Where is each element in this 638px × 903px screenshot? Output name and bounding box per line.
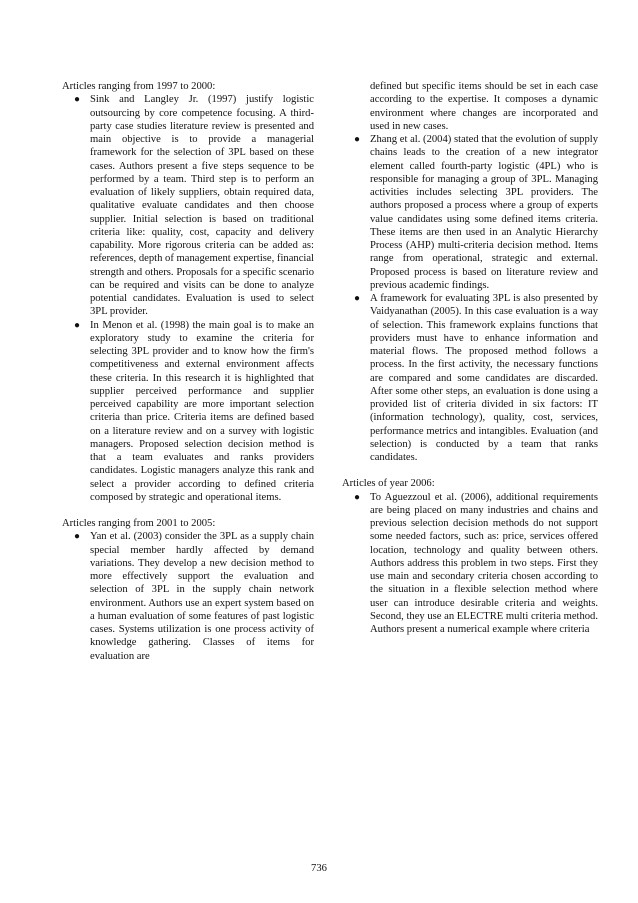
- bullet-icon: ●: [354, 134, 361, 145]
- bullet-list-1997-2000: [62, 93, 314, 504]
- page-number: 736: [311, 863, 327, 874]
- section-heading-1997-2000: Articles ranging from 1997 to 2000:: [62, 81, 216, 92]
- list-item-yan: [74, 530, 314, 663]
- continued-paragraph: defined but specific items should be set in each case according to the expertise. It composes a dynamic environment where changes are incorporated and used in new cases.: [370, 81, 598, 132]
- bullet-icon: ●: [74, 94, 81, 106]
- section-heading-2006: Articles of year 2006:: [342, 478, 435, 490]
- bullet-list-2006: [342, 491, 598, 637]
- bullet-list-2001-2005: [62, 530, 314, 663]
- paragraph-text: Sink and Langley Jr. (1997) justify logistic outsourcing by core competence focusing. A third-party case studies literature review is presented and main objective is to provide a managerial framework for the selection of 3PL based on these cases. Authors present a five steps sequence to be performed by a team. Third step is to perform an evaluation of likely suppliers, obtain required data, qualitative evaluate candidates and then choose supplier. Initial selection is based on traditional criteria like: quality, cost, capacity and delivery capability. More rigorous criteria can be added as: references, depth of management expertise, financial strength and others. Proposals for a specific scenario can be required and visits can be done to analyze potential candidates. Evaluation is used to select 3PL provider.: [90, 94, 314, 318]
- paragraph-text: To Aguezzoul et al. (2006), additional requirements are being placed on many industries and chains and previous selection decision methods do not support some needed factors, such as: price, services offered location, technology and quality between others. Authors address this problem in two steps. First they use main and secondary criteria chosen according to the situation in a flexible selection method where user can introduce desirable criteria and weights. Second, they use an ELECTRE multi criteria method. Authors present a numerical example where criteria: [370, 491, 599, 635]
- paragraph-text: In Menon et al. (1998) the main goal is to make an exploratory study to examine the criteria for selecting 3PL provider and to know how the firm's competitiveness and external environment affects these criteria. In this research it is highlighted that supplier perceived performance and supplier perceived capability are more important selection criteria than price. Criteria items are defined based on a literature review and on a survey with logistic managers. Proposed selection decision method is that a team evaluates and ranks providers candidates. Logistic managers analyze this rank and select a provider according to defined criteria composed by strategic and operational items.: [90, 319, 314, 503]
- right-column: [342, 80, 598, 636]
- bullet-icon: ●: [74, 531, 81, 543]
- paragraph-text: Yan et al. (2003) consider the 3PL as a supply chain special member hardly affected by demand variations. They develop a new decision method to more effectively support the evaluation and selection of 3PL in the supply chain network environment. Authors use an expert system based on a human evaluation of some features of past logistic cases. Systems utilization is one process activity of knowledge gathering. Classes of items for evaluation are: [90, 531, 314, 662]
- list-item-aguezzoul: [354, 491, 599, 637]
- paragraph-text: A framework for evaluating 3PL is also presented by Vaidyanathan (2005). In this case evaluation is a way of selection. This framework explains functions that providers must have to enhance information and material flows. The proposed method follows a process. In the first activity, the necessary functions are compared and some candidates are discarded. After some other steps, an evaluation is done using a provided list of criteria divided in six factors: IT (information technology), quality, cost, services, performance metrics and intangibles. Evaluation (and selection) is conducted by a team that ranks candidates.: [370, 293, 598, 463]
- bullet-icon: ●: [354, 491, 361, 503]
- list-item-vaidyanathan: [354, 292, 598, 464]
- list-item-menon: [74, 319, 314, 505]
- section-heading-2001-2005: Articles ranging from 2001 to 2005:: [62, 518, 216, 529]
- bullet-icon: ●: [74, 319, 81, 331]
- list-item-zhang: [354, 133, 598, 292]
- paragraph-text: Zhang et al. (2004) stated that the evolution of supply chains leads to the creation of a new integrator element called fourth-party logistic (4PL) who is responsible for managing a group of 3PL. Managing activities includes selecting 3PL providers. The authors proposed a process where a group of experts value candidates using some defined items criteria. These items are then used in an Analytic Hierarchy Process (AHP) multi-criteria decision method. Items range from operational, strategic and external. Proposed process is based on literature review and previous academic findings.: [370, 134, 598, 291]
- bullet-list-continued: [342, 80, 598, 464]
- list-item-sink-langley: [74, 93, 314, 318]
- bullet-icon: ●: [354, 293, 361, 304]
- left-column: [62, 80, 314, 663]
